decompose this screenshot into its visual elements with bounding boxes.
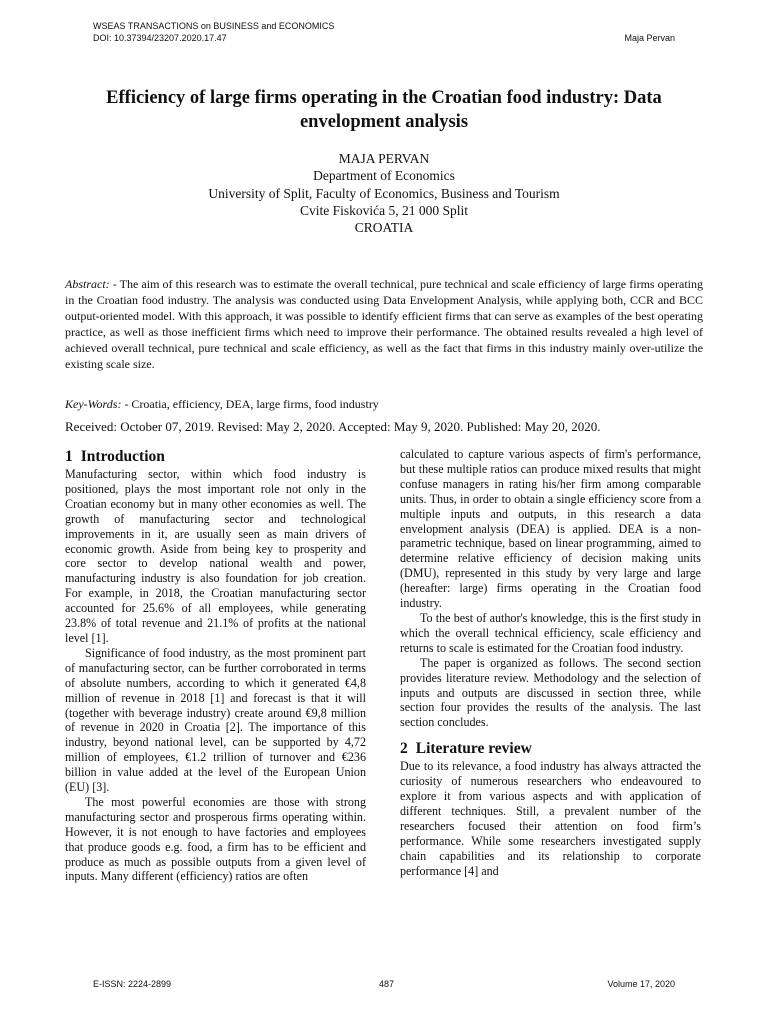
university: University of Split, Faculty of Economics, Business and Tourism [208,185,560,201]
country: CROATIA [354,220,414,236]
paragraph: The paper is organized as follows. The second section provides literature review. Methodology and the selection of inputs and outputs are discussed in section three, while section four provides the results of the analysis. The last section concludes. [400,655,701,730]
keywords [65,396,703,412]
paper-title: Efficiency of large firms operating in the Croatian food industry: Data envelopment analysis [106,88,662,132]
doi[interactable]: DOI: 10.37394/23207.2020.17.47 [93,33,227,43]
section-heading-literature-review [400,740,701,758]
paragraph: Manufacturing sector, within which food industry is positioned, plays the most important role not only in the Croatian economy but in many other economies as well. The growth of manufacturing sector and technological improvements in it, are usually seen as main drivers of economic growth. Aside from being key to prosperity and core sector to develop national wealth and power, manufacturing industry is also foundation for job creation. For example, in 2018, the Croatian manufacturing sector accounted for 25.6% of all employees, while generating 23.8% of total revenue and 21.1% of profits at the national level [1]. [65,467,366,645]
paragraph: Significance of food industry, as the most prominent part of manufacturing sector, can be further corroborated in terms of absolute numbers, according to which it generated €4,8 million of revenue in 2018 [1] and forecast is that it will (together with beverage industry) create around €9,8 million of revenue in 2020 in Croatia [2]. The importance of this industry, beyond national level, can be supported by 4,72 million of employees, €1.2 trillion of turnover and €236 billion in value added at the level of the European Union (EU) [3]. [65,645,366,795]
journal-name: WSEAS TRANSACTIONS on BUSINESS and ECONOMICS [93,21,335,31]
paragraph: The most powerful economies are those with strong manufacturing sector and prosperous firms operating within. However, it is not enough to have factories and employees that produce goods e.g. food, a firm has to be efficient and produce as much as possible outputs from a given level of inputs. Many different (efficiency) ratios are often [65,794,366,884]
department: Department of Economics [313,168,455,184]
header-author: Maja Pervan [624,33,675,43]
issn: E-ISSN: 2224-2899 [93,979,172,989]
keywords-label: Key-Words: [65,397,122,411]
section-heading-introduction [65,448,366,466]
paragraph: To the best of author's knowledge, this is the first study in which the overall technical efficiency, scale efficiency and returns to scale is estimated for the Croatian food industry. [400,610,701,655]
section-title: Introduction [80,448,165,465]
paragraph: calculated to capture various aspects of firm's performance, but these multiple ratios can produce mixed results that might confuse managers in rating his/her firm among comparable units. Thus, in order to obtain a single efficiency score from a multiple inputs and outputs, in this research a data envelopment analysis (DEA) is applied. DEA is a non-parametric technique, based on linear programming, aimed to determine relative efficiency of decision making units (DMU), represented in this study by very large and large (hereafter: large) firms operating in the Croatian food industry. [400,447,701,611]
left-column [65,448,366,884]
address: Cvite Fiskovića 5, 21 000 Split [299,202,468,218]
abstract-label: Abstract: [65,277,110,291]
paragraph: Due to its relevance, a food industry has always attracted the curiosity of numerous researchers who endeavoured to explore it from various aspects and with application of different techniques. Still, a prevalent number of the researchers focused their attention on food firm’s performance. While some researchers investigated supply chain capabilities and its relationship to corporate performance [4] and [400,759,701,878]
section-title: Literature review [415,740,532,758]
publication-dates: Received: October 07, 2019. Revised: May 2, 2020. Accepted: May 9, 2020. Published: May 20, 2020. [65,419,601,434]
keywords-text: - Croatia, efficiency, DEA, large firms, food industry [121,397,379,411]
author-affiliation [60,150,708,236]
abstract-text: - The aim of this research was to estimate the overall technical, pure technical and scale efficiency of large firms operating in the Croatian food industry. The analysis was conducted using Data Envelopment Analysis, while applying both, CCR and BCC output-oriented model. With this approach, it was possible to identify efficient firms that can serve as examples of the best operating practice, as well as those inefficient firms which need to improve their performance. The obtained results revealed a high level of achieved overall technical, pure technical and scale efficiency, as well as the fact that firms in this industry mainly over-utilize the existing scale size. [65,277,703,372]
abstract [65,276,703,373]
right-column [400,447,701,878]
section-number: 1 [65,448,73,465]
page-number: 487 [379,979,395,989]
volume: Volume 17, 2020 [607,979,675,989]
author-name: MAJA PERVAN [338,151,430,166]
section-number: 2 [400,740,408,758]
